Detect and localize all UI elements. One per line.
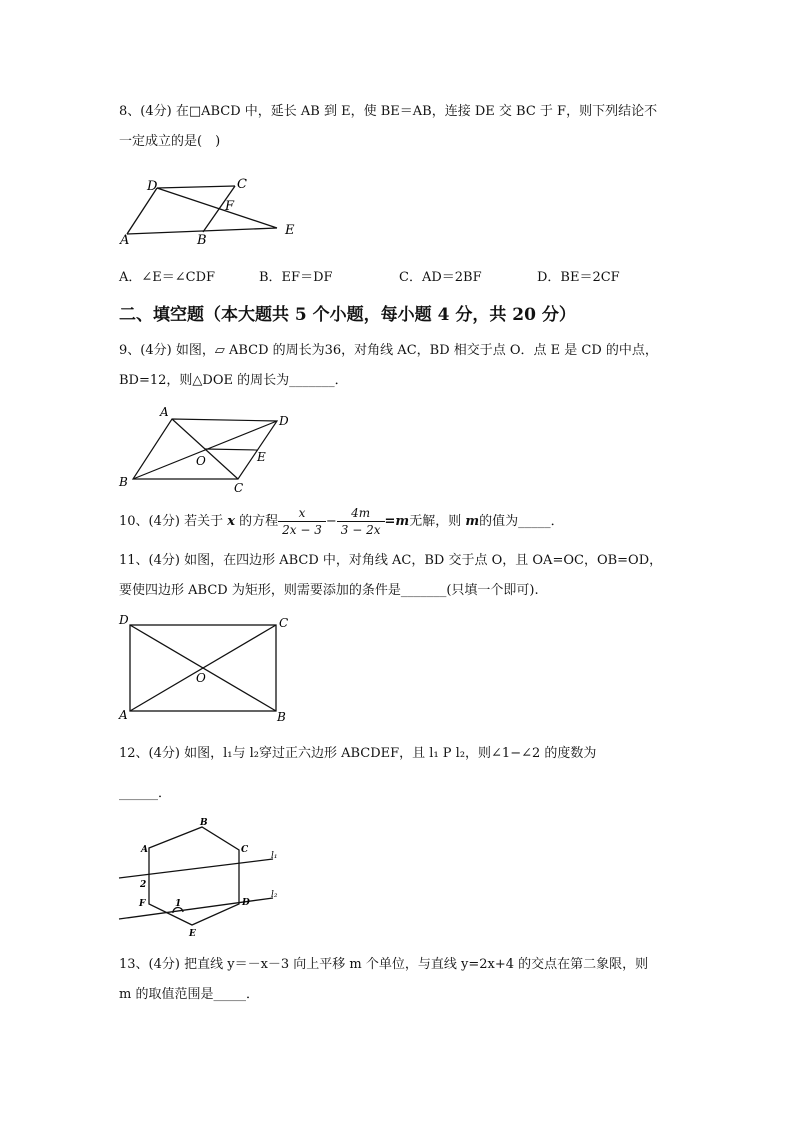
q12-line1: 12、(4分) 如图，l₁与 l₂穿过正六边形 ABCDEF，且 l₁ P l₂，则∠1−∠2 的度数为 <box>119 746 597 761</box>
q12-label-d: D <box>242 898 250 908</box>
q8-label-a: A <box>120 233 130 248</box>
q10-equals-m: =m <box>384 514 410 529</box>
q8-choice-c: C．AD＝2BF <box>399 270 482 285</box>
q10-mid: 的方程 <box>239 514 279 529</box>
q10-var-x: x <box>227 514 235 529</box>
q11-line2: 要使四边形 ABCD 为矩形，则需要添加的条件是_______(只填一个即可). <box>119 583 539 598</box>
q12-label-b: B <box>200 818 208 828</box>
q8-choices <box>119 266 620 285</box>
q9-label-o: O <box>196 454 206 468</box>
q12-label-l1: l₁ <box>271 851 278 861</box>
q8-label-d: D <box>147 179 158 194</box>
q8-figure <box>115 172 305 248</box>
q10-minus: − <box>325 514 337 529</box>
q8-label-f: F <box>225 199 235 214</box>
q9-label-a: A <box>160 405 169 419</box>
q10-suffix1: 无解，则 <box>409 514 462 529</box>
q12-label-l2: l₂ <box>271 890 278 900</box>
q11-label-a: A <box>119 708 128 722</box>
q10-frac2-num: 4m <box>351 506 371 520</box>
q12-label-c: C <box>241 845 249 855</box>
q10-frac1-den: 2x − 3 <box>278 521 326 538</box>
q9-label-c: C <box>234 481 244 494</box>
q11-label-o: O <box>196 671 206 685</box>
q11-label-b: B <box>277 710 286 724</box>
q8-choice-d: D．BE＝2CF <box>537 270 620 285</box>
question-10 <box>119 502 679 542</box>
q8-label-e: E <box>285 223 295 238</box>
q8-choice-a: A．∠E＝∠CDF <box>119 270 216 285</box>
q10-var-m: m <box>465 514 480 529</box>
q11-label-c: C <box>279 616 289 630</box>
q9-line2: BD=12，则△DOE 的周长为_______． <box>119 373 348 388</box>
q9-label-d: D <box>279 414 289 428</box>
q8-line2: 一定成立的是( ) <box>119 134 221 149</box>
q12-line2: ______． <box>119 786 172 801</box>
q9-figure <box>115 402 300 494</box>
q12-label-a: A <box>141 845 148 855</box>
q10-fraction-2 <box>337 505 385 538</box>
q8-label-b: B <box>197 233 207 248</box>
q11-figure <box>115 610 295 725</box>
question-13 <box>119 950 679 1010</box>
q10-fraction-1 <box>278 505 326 538</box>
q8-choice-b: B．EF＝DF <box>259 270 333 285</box>
q12-label-angle2: 2 <box>140 880 147 890</box>
q13-line2: m 的取值范围是_____． <box>119 987 259 1002</box>
q12-label-f: F <box>139 899 146 909</box>
q10-frac1-num: x <box>298 506 306 520</box>
q12-label-e: E <box>189 929 196 939</box>
section-2-heading: 二、填空题（本大题共 5 个小题，每小题 4 分，共 20 分） <box>119 305 576 325</box>
q9-label-e: E <box>257 450 266 464</box>
q10-prefix: 10、(4分) 若关于 <box>119 514 224 529</box>
q10-frac2-den: 3 − 2x <box>337 521 385 538</box>
q9-line1: 9、(4分) 如图，▱ ABCD 的周长为36，对角线 AC，BD 相交于点 O．点 E 是 CD 的中点， <box>119 343 658 358</box>
q8-line1: 8、(4分) 在□ABCD 中，延长 AB 到 E，使 BE＝AB，连接 DE 交 BC 于 F，则下列结论不 <box>119 104 658 119</box>
question-8 <box>119 97 679 157</box>
q11-line1: 11、(4分) 如图，在四边形 ABCD 中，对角线 AC，BD 交于点 O，且 OA=OC，OB=OD， <box>119 553 663 568</box>
question-12 <box>119 734 679 814</box>
q11-label-d: D <box>119 613 129 627</box>
q10-suffix2: 的值为_____． <box>479 514 564 529</box>
q13-line1: 13、(4分) 把直线 y＝－x－3 向上平移 m 个单位，与直线 y=2x+4 的交点在第二象限，则 <box>119 957 649 972</box>
q12-figure <box>115 812 295 940</box>
q9-label-b: B <box>119 475 128 489</box>
q12-label-angle1: 1 <box>175 899 182 909</box>
question-11 <box>119 546 679 606</box>
question-9 <box>119 336 679 396</box>
q8-label-c: C <box>237 177 247 192</box>
